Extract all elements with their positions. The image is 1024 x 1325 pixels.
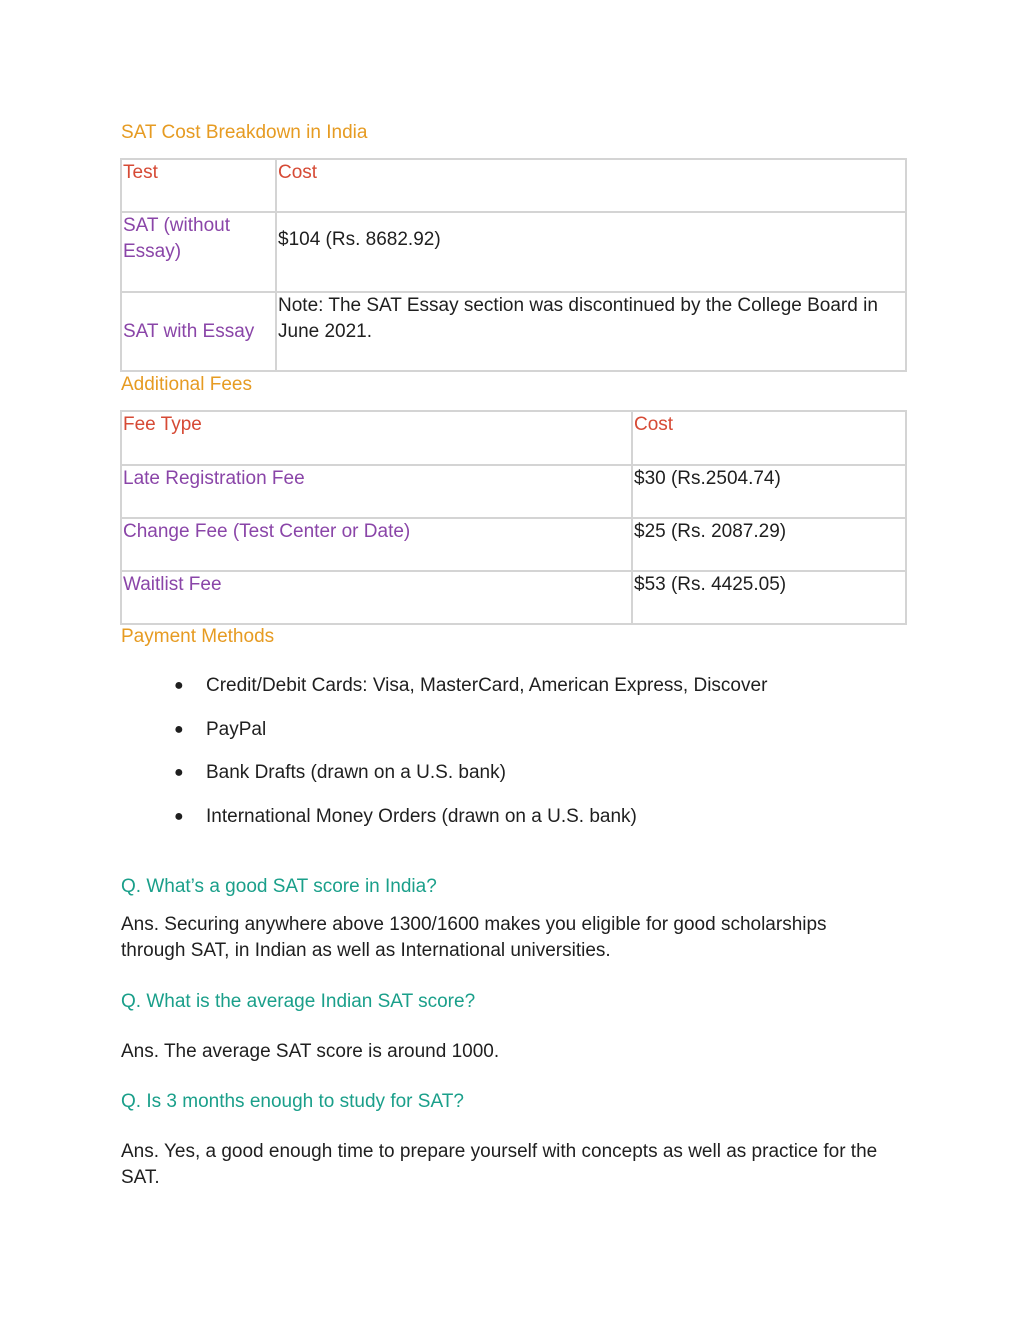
faq-question: Q. What is the average Indian SAT score? xyxy=(121,991,476,1012)
test-cost-cell: $104 (Rs. 8682.92) xyxy=(276,212,906,292)
fee-type-cell: Late Registration Fee xyxy=(121,465,632,518)
column-header-test: Test xyxy=(121,159,276,212)
payment-methods-heading: Payment Methods xyxy=(121,626,275,647)
fee-cost-cell: $53 (Rs. 4425.05) xyxy=(632,571,906,624)
cost-breakdown-heading: SAT Cost Breakdown in India xyxy=(121,122,368,143)
table-header-row xyxy=(121,159,906,212)
payment-methods-list xyxy=(170,672,767,846)
faq-answer: Ans. The average SAT score is around 1000. xyxy=(121,1041,500,1062)
column-header-fee-type: Fee Type xyxy=(121,411,632,465)
list-item xyxy=(170,803,767,847)
cost-table xyxy=(120,158,907,372)
faq-answer: Ans. Securing anywhere above 1300/1600 makes you eligible for good scholarships through SAT, in Indian as well as International universities. xyxy=(121,914,827,961)
table-row xyxy=(121,465,906,518)
bullet-icon: ● xyxy=(174,807,184,825)
faq-question: Q. Is 3 months enough to study for SAT? xyxy=(121,1091,464,1112)
test-name-cell: SAT with Essay xyxy=(121,292,276,371)
list-item xyxy=(170,759,767,803)
essay-note-cell: Note: The SAT Essay section was discontinued by the College Board in June 2021. xyxy=(276,292,906,371)
bullet-icon: ● xyxy=(174,720,184,738)
fee-type-cell: Change Fee (Test Center or Date) xyxy=(121,518,632,571)
fee-cost-cell: $25 (Rs. 2087.29) xyxy=(632,518,906,571)
test-name-cell: SAT (without Essay) xyxy=(121,212,276,292)
payment-method-text: Credit/Debit Cards: Visa, MasterCard, American Express, Discover xyxy=(206,675,768,696)
fees-table xyxy=(120,410,907,625)
column-header-cost: Cost xyxy=(632,411,906,465)
payment-method-text: Bank Drafts (drawn on a U.S. bank) xyxy=(206,762,506,783)
payment-method-text: PayPal xyxy=(206,718,267,740)
faq-answer: Ans. Yes, a good enough time to prepare yourself with concepts as well as practice for the SAT. xyxy=(121,1141,878,1188)
table-row xyxy=(121,212,906,292)
fee-type-cell: Waitlist Fee xyxy=(121,571,632,624)
list-item xyxy=(170,672,767,716)
fee-cost-cell: $30 (Rs.2504.74) xyxy=(632,465,906,518)
column-header-cost: Cost xyxy=(276,159,906,212)
additional-fees-heading: Additional Fees xyxy=(121,374,252,395)
payment-method-text: International Money Orders (drawn on a U.S. bank) xyxy=(206,805,637,827)
table-header-row xyxy=(121,411,906,465)
list-item xyxy=(170,716,767,760)
table-row xyxy=(121,518,906,571)
bullet-icon: ● xyxy=(174,764,184,781)
faq-question: Q. What’s a good SAT score in India? xyxy=(121,876,437,897)
table-row xyxy=(121,292,906,371)
bullet-icon: ● xyxy=(174,677,184,694)
table-row xyxy=(121,571,906,624)
